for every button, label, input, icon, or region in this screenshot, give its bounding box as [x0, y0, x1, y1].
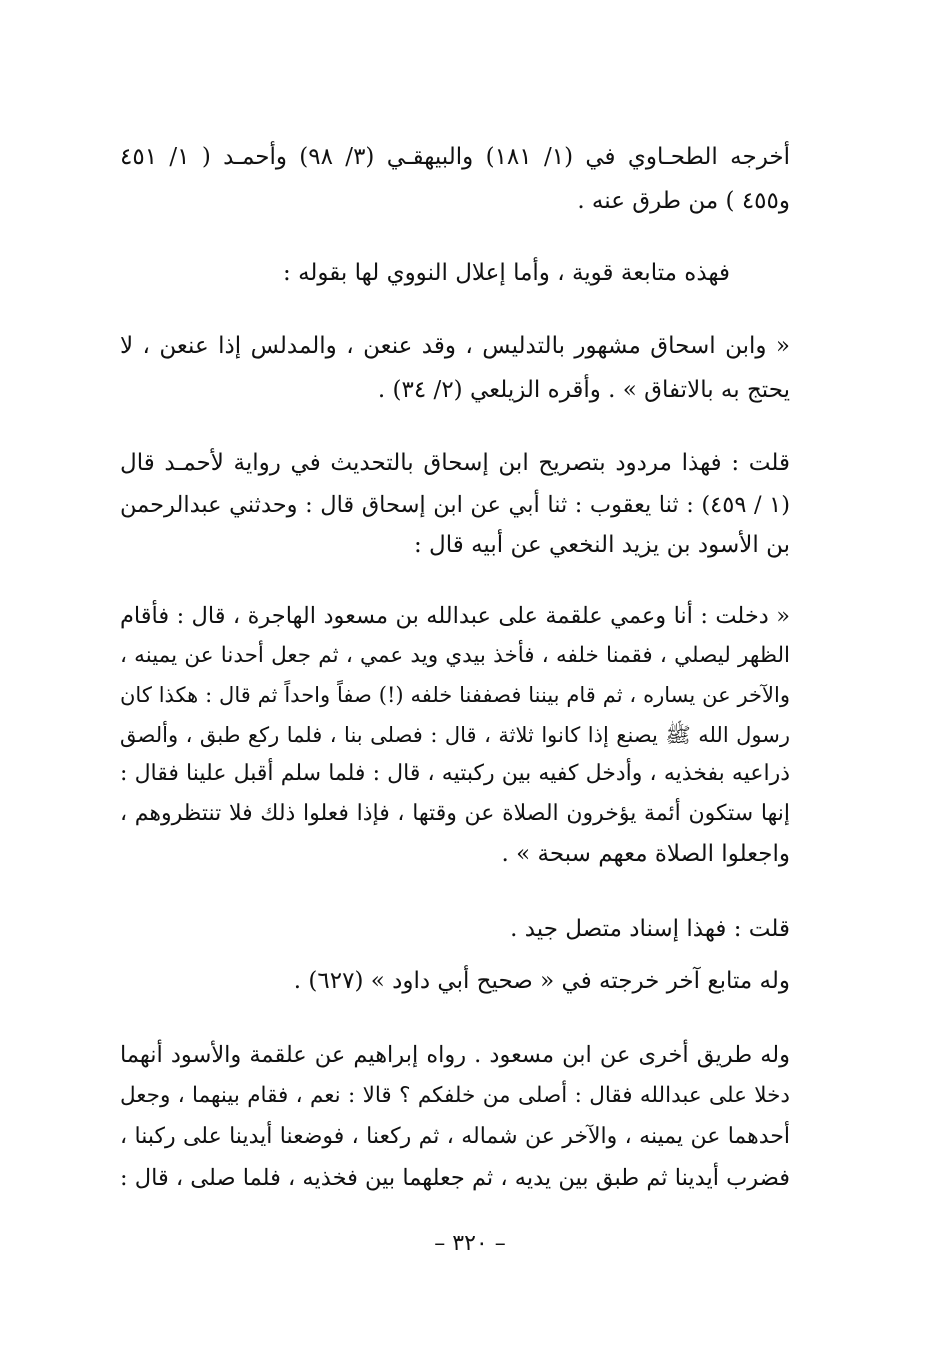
paragraph-5-line-2: الظهر ليصلي ، فقمنا خلفه ، فأخذ بيدي ويد عمي ، ثم جعل أحدنا عن يمينه ، — [120, 643, 790, 668]
page-number: – ٣٢٠ – — [434, 1231, 506, 1256]
paragraph-2-line-1: فهذه متابعة قوية ، وأما إعلال النووي لها بقوله : — [283, 260, 730, 286]
paragraph-5-line-4: رسول الله ﷺ يصنع إذا كانوا ثلاثة ، قال : فصلى بنا ، فلما ركع طبق ، وألصق — [120, 723, 790, 747]
paragraph-5-line-7: واجعلوا الصلاة معهم سبحة » . — [501, 841, 790, 867]
paragraph-5-line-6: إنها ستكون أئمة يؤخرون الصلاة عن وقتها ، فإذا فعلوا ذلك فلا تنتظروهم ، — [120, 801, 790, 826]
paragraph-3-line-2: يحتج به بالاتفاق » . وأقره الزيلعي (٢/ ٣٤) . — [377, 377, 790, 403]
paragraph-6-line-1: قلت : فهذا إسناد متصل جيد . — [510, 916, 790, 942]
paragraph-8-line-1: وله طريق أخرى عن ابن مسعود . رواه إبراهيم عن علقمة والأسود أنهما — [120, 1042, 790, 1068]
paragraph-4-line-1: قلت : فهذا مردود بتصريح ابن إسحاق بالتحديث في رواية لأحمـد قال — [120, 450, 790, 476]
paragraph-5-line-3: والآخر عن يساره ، ثم قام بيننا فصففنا خلفه (!) صفاً واحداً ثم قال : هكذا كان — [120, 683, 790, 707]
paragraph-8-line-3: أحدهما عن يمينه ، والآخر عن شماله ، ثم ركعنا ، فوضعنا أيدينا على ركبنا ، — [120, 1124, 790, 1149]
paragraph-4-line-2: (١ / ٤٥٩) : ثنا يعقوب : ثنا أبي عن ابن إسحاق قال : وحدثني عبدالرحمن — [120, 492, 790, 518]
paragraph-8-line-2: دخلا على عبدالله فقال : أصلى من خلفكم ؟ قالا : نعم ، فقام بينهما ، وجعل — [120, 1083, 790, 1108]
paragraph-7-line-1: وله متابع آخر خرجته في « صحيح أبي داود » (٦٢٧) . — [293, 968, 790, 994]
paragraph-5-line-1: « دخلت : أنا وعمي علقمة على عبدالله بن مسعود الهاجرة ، قال : فأقام — [120, 603, 790, 629]
paragraph-1-line-1: أخرجه الطحـاوي في (١/ ١٨١) والبيهقـي (٣/ ٩٨) وأحمـد ( ١/ ٤٥١ — [120, 144, 790, 170]
paragraph-8-line-4: فضرب أيدينا ثم طبق بين يديه ، ثم جعلهما بين فخذيه ، فلما صلى ، قال : — [120, 1165, 790, 1191]
paragraph-3-line-1: « وابن اسحاق مشهور بالتدليس ، وقد عنعن ، والمدلس إذا عنعن ، لا — [120, 333, 790, 359]
paragraph-5-line-5: ذراعيه بفخذيه ، وأدخل كفيه بين ركبتيه ، قال : فلما سلم أقبل علينا فقال : — [120, 761, 790, 786]
paragraph-4-line-3: بن الأسود بن يزيد النخعي عن أبيه قال : — [414, 532, 790, 558]
paragraph-1-line-2: و٤٥٥ ) من طرق عنه . — [577, 188, 790, 214]
